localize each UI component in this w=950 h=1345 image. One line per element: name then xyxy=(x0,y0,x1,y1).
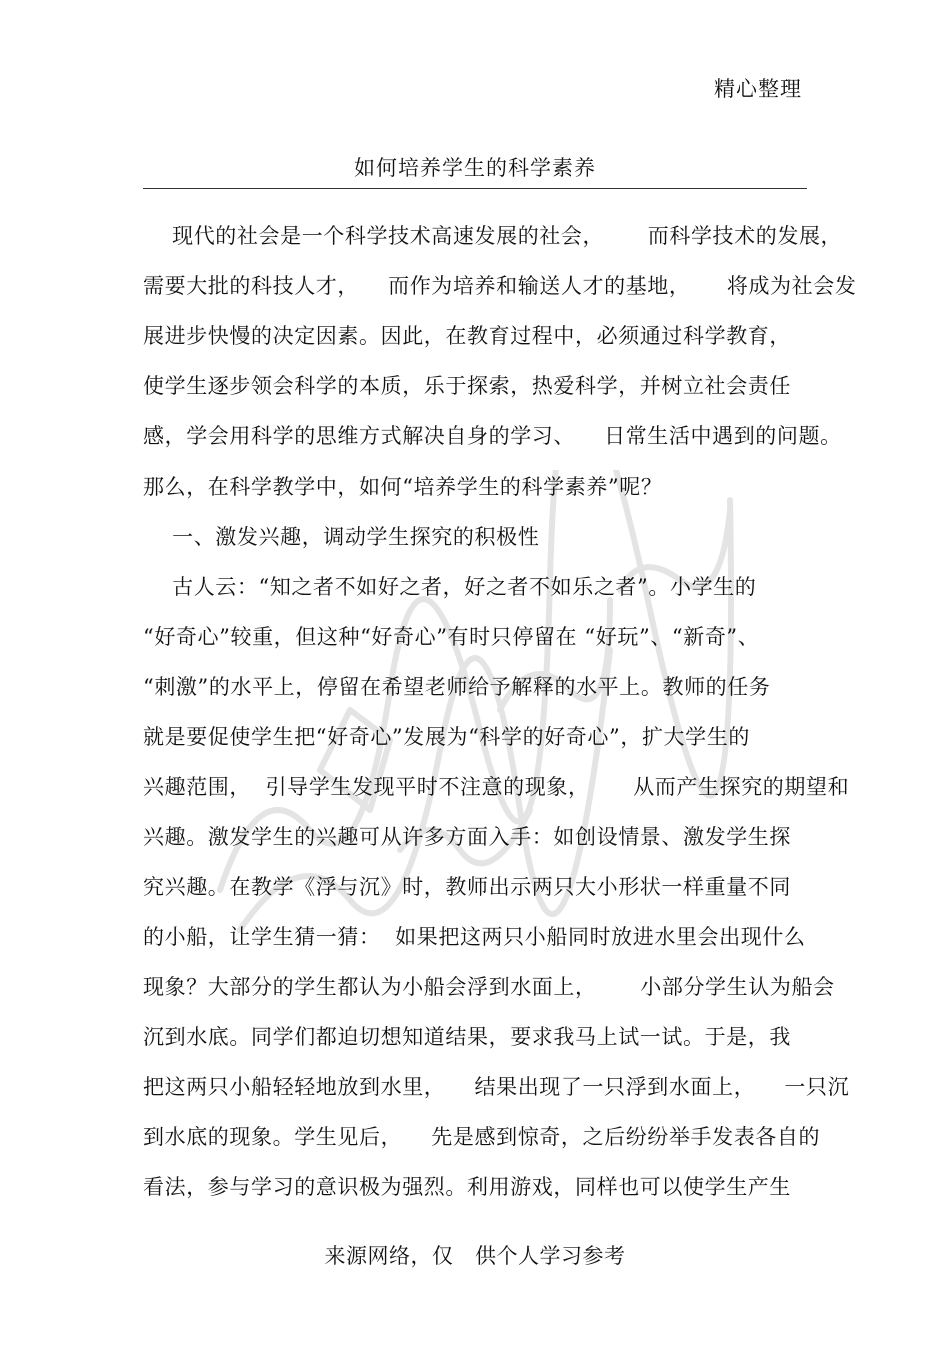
body-line: 把这两只小船轻轻地放到水里， 结果出现了一只浮到水面上， 一只沉 xyxy=(143,1075,850,1099)
body-line: 就是要促使学生把“好奇心”发展为“科学的好奇心”，扩大学生的 xyxy=(143,725,750,749)
body-line: 兴趣。激发学生的兴趣可从许多方面入手：如创设情景、激发学生探 xyxy=(143,825,791,849)
body-line: 看法，参与学习的意识极为强烈。利用游戏，同样也可以使学生产生 xyxy=(143,1175,791,1199)
body-line: 的小船，让学生猜一猜： 如果把这两只小船同时放进水里会出现什么 xyxy=(143,925,806,949)
footer-note: 来源网络，仅 供个人学习参考 xyxy=(324,1244,626,1268)
body-line: 现象？大部分的学生都认为小船会浮到水面上， 小部分学生认为船会 xyxy=(143,975,835,999)
body-line: 古人云：“知之者不如好之者，好之者不如乐之者”。小学生的 xyxy=(143,575,757,599)
body-line: 兴趣范围， 引导学生发现平时不注意的现象， 从而产生探究的期望和 xyxy=(143,775,850,799)
body-line: 那么，在科学教学中，如何“培养学生的科学素养”呢？ xyxy=(143,475,663,499)
body-line: 展进步快慢的决定因素。因此，在教育过程中，必须通过科学教育， xyxy=(143,324,791,348)
body-line: 到水底的现象。学生见后， 先是感到惊奇，之后纷纷举手发表各自的 xyxy=(143,1125,821,1149)
title-divider xyxy=(143,188,807,189)
body-line: 需要大批的科技人才， 而作为培养和输送人才的基地， 将成为社会发 xyxy=(143,274,857,298)
body-line: 究兴趣。在教学《浮与沉》时，教师出示两只大小形状一样重量不同 xyxy=(143,875,791,899)
document-title: 如何培养学生的科学素养 xyxy=(354,156,596,180)
body-line: 现代的社会是一个科学技术高速发展的社会， 而科学技术的发展， xyxy=(143,224,843,248)
body-line: 沉到水底。同学们都迫切想知道结果，要求我马上试一试。于是，我 xyxy=(143,1025,791,1049)
body-line: 使学生逐步领会科学的本质，乐于探索，热爱科学，并树立社会责任 xyxy=(143,374,791,398)
header-note: 精心整理 xyxy=(714,77,802,101)
body-line: 感，学会用科学的思维方式解决自身的学习、 日常生活中遇到的问题。 xyxy=(143,424,842,448)
body-line: “刺激”的水平上，停留在希望老师给予解释的水平上。教师的任务 xyxy=(143,675,771,699)
section-heading: 一、激发兴趣，调动学生探究的积极性 xyxy=(143,525,540,549)
body-line: “好奇心”较重，但这种“好奇心”有时只停留在 “好玩”、“新奇”、 xyxy=(143,625,760,649)
